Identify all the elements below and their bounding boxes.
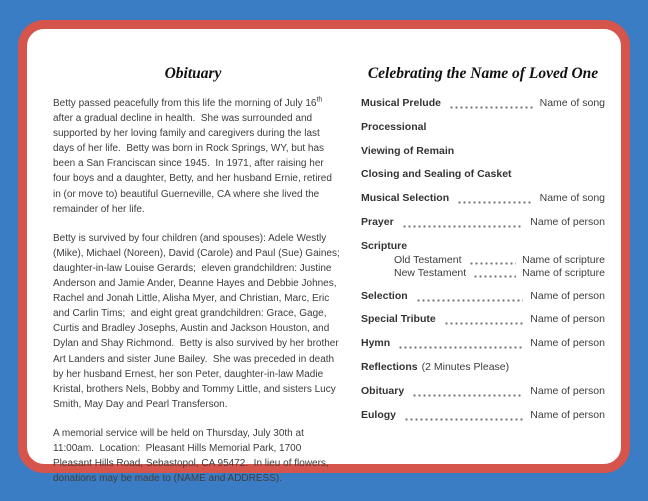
dotted-leader [398, 346, 523, 349]
dotted-leader [416, 299, 524, 302]
order-of-service-column [361, 65, 605, 431]
scripture-sub-label: Old Testament [394, 253, 462, 266]
service-item-closing-and-sealing [361, 167, 605, 182]
obituary-column [53, 65, 340, 500]
service-value: Name of person [530, 384, 605, 397]
service-item-reflections [361, 360, 605, 375]
dotted-leader [444, 322, 524, 325]
service-value: Name of person [530, 408, 605, 421]
service-label-note: (2 Minutes Please) [421, 360, 510, 373]
obituary-title: Obituary [164, 65, 222, 82]
obituary-text-line: daughter-in-law Louise Gerards; eleven grandchildren: Justine [53, 262, 332, 274]
service-label: Viewing of Remain [361, 144, 455, 157]
service-value: Name of person [530, 289, 605, 302]
obituary-paragraph-3 [53, 426, 333, 486]
service-label: Selection [361, 289, 408, 302]
scripture-heading-row [361, 239, 605, 254]
service-item-obituary [361, 384, 605, 399]
service-value: Name of song [539, 192, 605, 205]
obituary-paragraph-2 [53, 231, 340, 412]
obituary-text-line: 11:00am. Location: Pleasant Hills Memorial Park, 1700 [53, 442, 302, 454]
service-item-eulogy [361, 408, 605, 423]
obituary-text-line: donations may be made to (NAME and ADDRESS). [53, 473, 282, 485]
dotted-leader [469, 262, 517, 265]
obituary-text-line: Betty passed peacefully from this life the morning of July 16 [53, 98, 317, 109]
service-item-selection [361, 289, 605, 304]
obituary-text-line: after a gradual decline in health. She was surrounded and [53, 113, 313, 125]
service-label: Eulogy [361, 408, 397, 421]
dotted-leader [412, 394, 523, 397]
service-value: Name of person [530, 337, 605, 350]
scripture-sub-label: New Testament [394, 266, 467, 279]
obituary-text-line: Anderson and Jamie Ander, Deanne Hayes and Debbie Johnes, [53, 278, 337, 290]
service-item-viewing-of-remain [361, 144, 605, 159]
service-label: Special Tribute [361, 313, 436, 326]
dotted-leader [402, 225, 524, 228]
date-superscript: th [316, 96, 323, 104]
obituary-text-line: Kristal, brothers Nels, Bobby and Tommy Little, and sisters Lucy [53, 383, 336, 395]
obituary-text-line: and Carlin Tims; and eight great grandchildren: Grace, Gage, [53, 308, 327, 320]
obituary-text-line: days of her life. Betty was born in Rock Springs, WY, but has [53, 143, 325, 155]
obituary-text-line: Dylan and Shay Richmond. Betty is also survived by her brother [53, 338, 339, 350]
scripture-new-testament-row [361, 267, 605, 280]
obituary-text-line: Art Landers and sister June Bailey. She was preceded in death [53, 353, 335, 365]
service-label: Scripture [361, 239, 408, 252]
obituary-text-line: remainder of her life. [53, 203, 145, 215]
service-label: Musical Prelude [361, 97, 441, 109]
service-label: Reflections [361, 360, 418, 373]
obituary-paragraph-1 [53, 96, 333, 217]
obituary-text-line: (Mike), Michael (Noreen), David (Carole) and Paul (Sue) Gaines; [53, 247, 340, 259]
dotted-leader [404, 418, 523, 421]
service-item-special-tribute [361, 312, 605, 327]
obituary-text-line: Curtis and Bradley Josephs, Austin and Jackson Houston, and [53, 323, 330, 335]
obituary-text-line: four boys and a daughter, Betty, and her husband Ernie, retired [53, 173, 332, 185]
obituary-text-line: been a San Franciscan since 1945. In 1971, after raising her [53, 158, 324, 170]
obituary-text-line [53, 96, 333, 111]
service-label: Closing and Sealing of Casket [361, 168, 512, 181]
service-label: Prayer [361, 215, 394, 228]
service-label: Musical Selection [361, 192, 450, 205]
service-label: Hymn [361, 337, 391, 350]
obituary-text-line: Betty is survived by four children (and spouses): Adele Westly [53, 232, 327, 244]
obituary-text-line: by her husband Ernest, her son Peter, daughter-in-law Madie [53, 368, 324, 380]
obituary-text-line: supported by her loving family and caregivers during the last [53, 128, 320, 140]
obituary-text-line: Pleasant Hills Road, Sebastopol, CA 95472. In lieu of flowers, [53, 458, 329, 470]
service-item-prayer [361, 215, 605, 230]
dotted-leader [473, 275, 516, 278]
service-item-scripture [361, 239, 605, 280]
service-item-hymn [361, 336, 605, 351]
service-value: Name of person [530, 313, 605, 326]
scripture-old-testament-row [361, 254, 605, 267]
service-label: Processional [361, 120, 427, 133]
service-value: Name of person [530, 215, 605, 228]
order-of-service-title: Celebrating the Name of Loved One [367, 65, 599, 82]
obituary-text-line: Smith, May Day and Pearl Transferson. [53, 398, 228, 410]
service-value: Name of song [539, 97, 605, 109]
service-item-musical-prelude [361, 96, 605, 111]
program-card [18, 20, 630, 485]
service-item-processional [361, 120, 605, 135]
service-value: Name of scripture [522, 266, 605, 279]
service-label: Obituary [361, 384, 405, 397]
service-value: Name of scripture [522, 253, 605, 266]
obituary-text-line: Rachel and Jonah Little, Alisha Myer, and Christian, Marc, Eric [53, 293, 330, 305]
obituary-text-line: A memorial service will be held on Thursday, July 30th at [53, 427, 304, 439]
dotted-leader [449, 106, 533, 109]
obituary-text-line: in (or move to) beautiful Guerneville, CA where she lived the [53, 188, 320, 200]
dotted-leader [457, 201, 533, 204]
service-item-musical-selection [361, 191, 605, 206]
